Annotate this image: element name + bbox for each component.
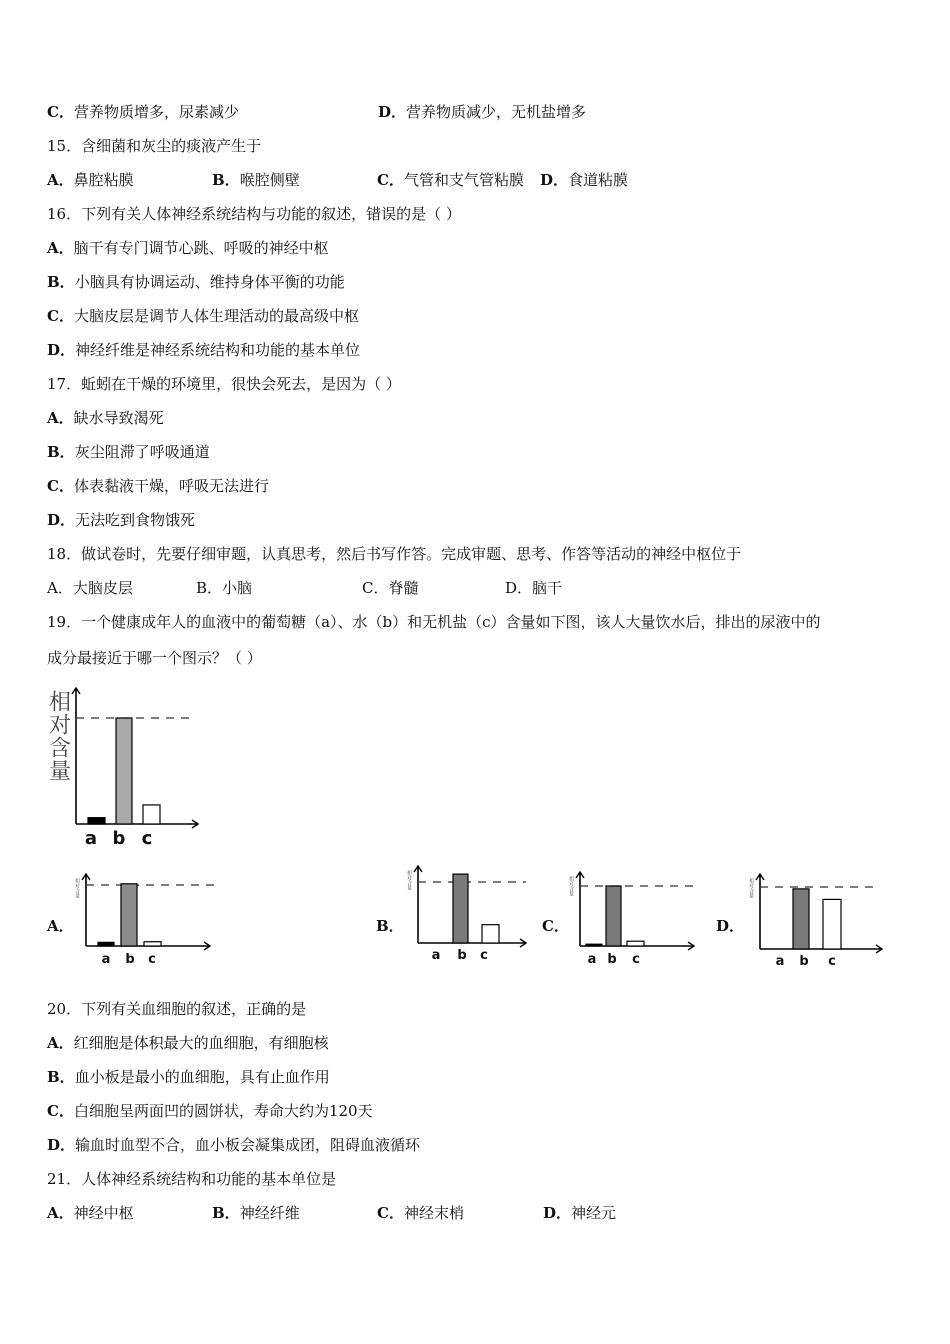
q15-option-c[interactable]: C．气管和支气管粘膜 [377,171,524,189]
q14-option-c[interactable]: C．营养物质增多，尿素减少 [47,103,239,121]
q19-A-tick-label-a: a [101,952,111,967]
q19-stem-line2: 成分最接近于哪一个图示？（ ） [47,649,262,667]
q19-main-bar-a [88,818,105,824]
q19-D-bar-c [823,899,841,949]
q19-C-bar-a [586,944,602,946]
q19-B-ylabel: 相对含量 [406,870,412,890]
q21-option-a[interactable]: A．神经中枢 [47,1204,134,1222]
q14-option-d[interactable]: D．营养物质减少，无机盐增多 [378,103,587,121]
q19-A-bar-a [98,942,114,946]
q20-stem: 20．下列有关血细胞的叙述，正确的是 [47,1000,307,1018]
q17-stem: 17．蚯蚓在干燥的环境里，很快会死去，是因为（ ） [47,375,401,393]
q19-A-bar-b [121,884,137,946]
q15-option-b[interactable]: B．喉腔侧壁 [212,171,300,189]
q19-main-bar-b [116,718,132,824]
q17-option-a[interactable]: A．缺水导致渴死 [47,409,164,427]
q19-C-tick-label-c: c [632,952,640,967]
q19-D-tick-label-c: c [828,954,836,969]
q19-option-d-label[interactable]: D． [716,917,745,935]
q16-option-b[interactable]: B．小脑具有协调运动、维持身体平衡的功能 [47,273,345,291]
q18-stem: 18．做试卷时，先要仔细审题，认真思考，然后书写作答。完成审题、思考、作答等活动的神经中枢位于 [47,545,742,563]
q21-stem: 21．人体神经系统结构和功能的基本单位是 [47,1170,337,1188]
q19-main-bar-c [143,805,160,824]
q19-C-bar-c [627,941,644,946]
q19-main-chart [40,682,210,852]
q19-main-tick-label-b: b [112,828,126,849]
q16-option-c[interactable]: C．大脑皮层是调节人体生理活动的最高级中枢 [47,307,359,325]
q19-main-tick-label-a: a [84,828,98,849]
q19-A-bar-c [144,942,161,946]
q19-stem-line1: 19．一个健康成年人的血液中的葡萄糖（a）、水（b）和无机盐（c）含量如下图，该人大量饮水后，排出的尿液中的 [47,613,821,631]
q19-B-bar-c [482,925,499,943]
q19-A-tick-label-c: c [148,952,156,967]
q19-C-bar-b [606,886,621,946]
q19-D-bar-b [793,889,809,949]
q19-option-d-chart[interactable] [740,866,890,970]
q17-option-c[interactable]: C．体表黏液干燥，呼吸无法进行 [47,477,269,495]
q19-option-b-chart[interactable] [398,858,538,966]
q17-option-d[interactable]: D．无法吃到食物饿死 [47,511,196,529]
q21-option-b[interactable]: B．神经纤维 [212,1204,300,1222]
q16-option-d[interactable]: D．神经纤维是神经系统结构和功能的基本单位 [47,341,361,359]
q19-C-tick-label-b: b [607,952,617,967]
q19-A-ylabel: 相对含量 [74,878,80,898]
q20-option-a[interactable]: A．红细胞是体积最大的血细胞，有细胞核 [47,1034,329,1052]
q19-B-tick-label-a: a [431,948,441,963]
q19-option-a-label[interactable]: A． [47,917,74,935]
q19-B-bar-b [453,874,468,943]
q19-D-ylabel: 相对含量 [748,878,754,898]
q19-C-tick-label-a: a [587,952,597,967]
q19-main-ylabel: 相对含量 [45,690,71,782]
q19-C-ylabel: 相对含量 [568,876,574,896]
q17-option-b[interactable]: B．灰尘阻滞了呼吸通道 [47,443,210,461]
q20-option-b[interactable]: B．血小板是最小的血细胞，具有止血作用 [47,1068,330,1086]
q19-B-tick-label-b: b [457,948,467,963]
q19-A-tick-label-b: b [125,952,135,967]
q15-stem: 15．含细菌和灰尘的痰液产生于 [47,137,262,155]
q19-option-c-chart[interactable] [566,864,706,968]
q16-option-a[interactable]: A．脑干有专门调节心跳、呼吸的神经中枢 [47,239,329,257]
q18-option-c[interactable]: C．脊髓 [362,579,419,597]
q16-stem: 16．下列有关人体神经系统结构与功能的叙述，错误的是（ ） [47,205,461,223]
q19-B-tick-label-c: c [480,948,488,963]
q15-option-a[interactable]: A．鼻腔粘膜 [47,171,134,189]
q20-option-c[interactable]: C．白细胞呈两面凹的圆饼状，寿命大约为120天 [47,1102,373,1120]
q21-option-c[interactable]: C．神经末梢 [377,1204,464,1222]
q15-option-d[interactable]: D．食道粘膜 [540,171,629,189]
q19-D-tick-label-a: a [775,954,785,969]
q18-option-a[interactable]: A．大脑皮层 [47,579,133,597]
q21-option-d[interactable]: D．神经元 [543,1204,617,1222]
q19-option-a-chart[interactable] [68,866,218,970]
q19-option-b-label[interactable]: B． [376,917,404,935]
q18-option-b[interactable]: B．小脑 [196,579,253,597]
q18-option-d[interactable]: D．脑干 [505,579,563,597]
q19-main-tick-label-c: c [141,828,153,849]
q20-option-d[interactable]: D．输血时血型不合，血小板会凝集成团，阻碍血液循环 [47,1136,421,1154]
q19-D-tick-label-b: b [799,954,809,969]
q19-option-c-label[interactable]: C． [542,917,569,935]
